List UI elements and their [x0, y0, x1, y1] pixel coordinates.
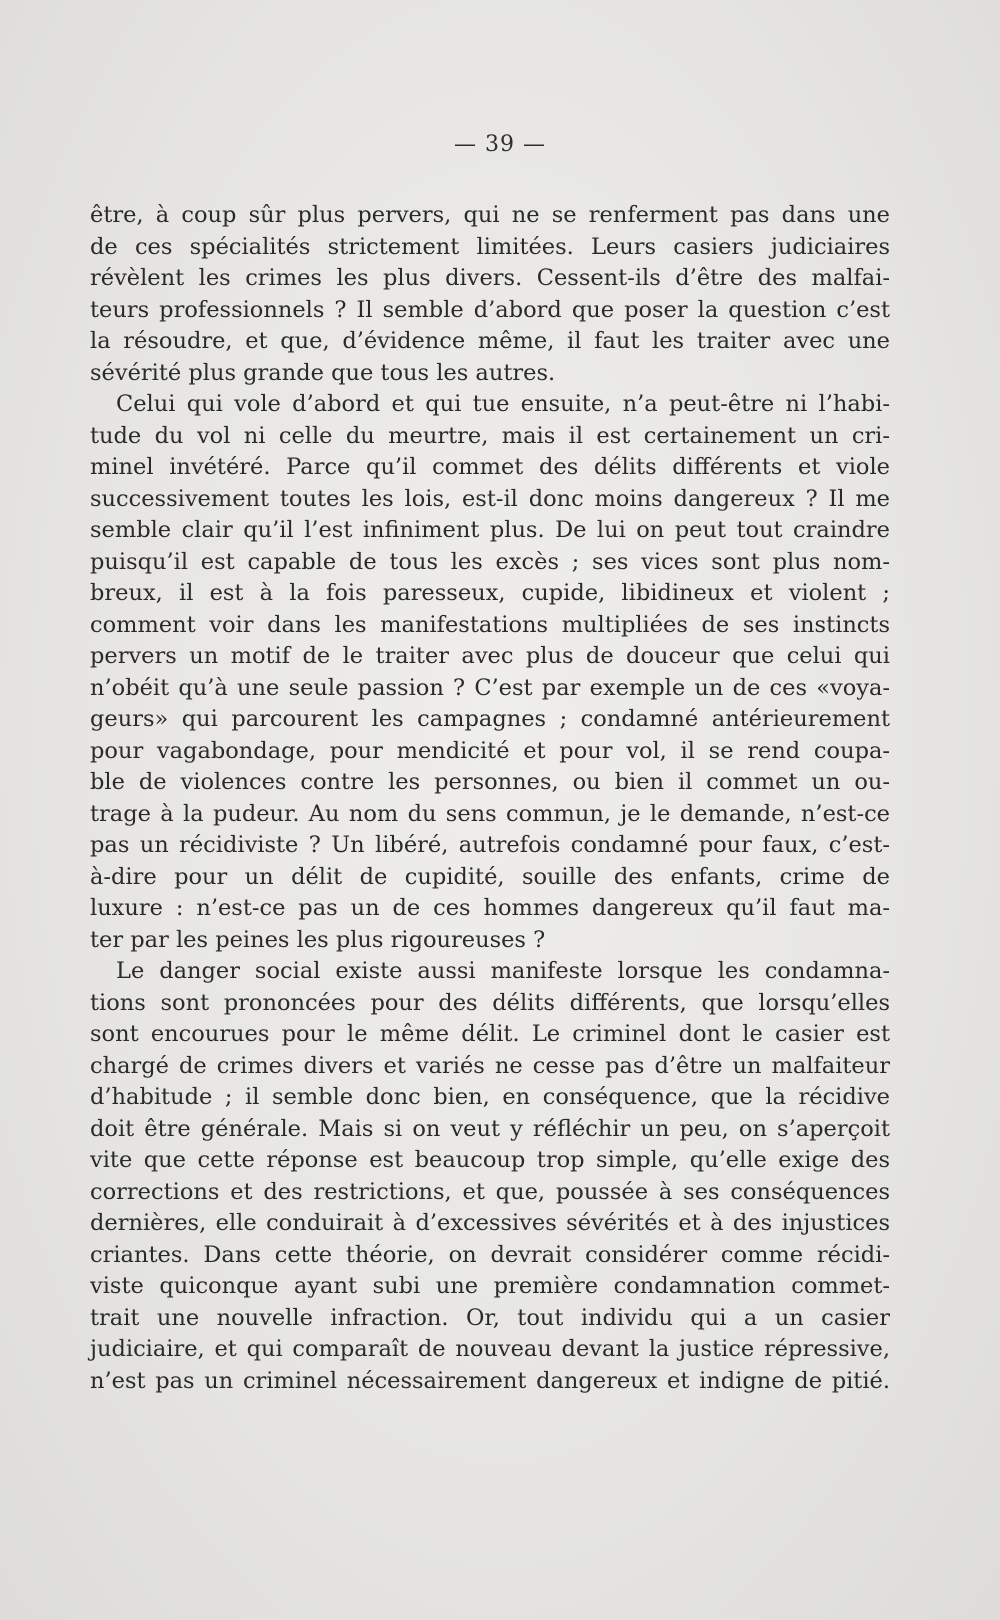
body-text: [90, 200, 890, 1397]
text-line: trait une nouvelle infraction. Or, tout individu qui a un casier: [90, 1304, 890, 1331]
text-line: chargé de crimes divers et variés ne cesse pas d’être un malfaiteur: [90, 1052, 890, 1079]
text-line: comment voir dans les manifestations multipliées de ses instincts: [90, 611, 890, 638]
text-line: viste quiconque ayant subi une première condamnation commet-: [90, 1273, 890, 1299]
text-line: corrections et des restrictions, et que, poussée à ses conséquences: [90, 1178, 890, 1205]
text-line: n’obéit qu’à une seule passion ? C’est par exemple un de ces «voya-: [90, 674, 890, 701]
text-line: pervers un motif de le traiter avec plus de douceur que celui qui: [90, 643, 890, 669]
text-line: trage à la pudeur. Au nom du sens commun, je le demande, n’est-ce: [90, 800, 890, 827]
text-line: minel invétéré. Parce qu’il commet des délits différents et viole: [90, 454, 890, 480]
text-line: geurs» qui parcourent les campagnes ; condamné antérieurement: [90, 706, 890, 732]
text-line: judiciaire, et qui comparaît de nouveau devant la justice répressive,: [90, 1336, 890, 1362]
text-line: Le danger social existe aussi manifeste lorsque les condamna-: [116, 958, 890, 984]
text-line: ble de violences contre les personnes, ou bien il commet un ou-: [90, 769, 890, 795]
text-line: la résoudre, et que, d’évidence même, il faut les traiter avec une: [90, 328, 890, 354]
text-line: être, à coup sûr plus pervers, qui ne se renferment pas dans une: [90, 202, 890, 228]
text-line: tions sont prononcées pour des délits différents, que lorsqu’elles: [90, 989, 890, 1016]
text-line: à-dire pour un délit de cupidité, souille des enfants, crime de: [90, 863, 890, 890]
text-line: ter par les peines les plus rigoureuses ?: [90, 926, 546, 953]
text-line: d’habitude ; il semble donc bien, en conséquence, que la récidive: [90, 1084, 890, 1110]
text-line: dernières, elle conduirait à d’excessives sévérités et à des injustices: [90, 1210, 890, 1236]
text-line: tude du vol ni celle du meurtre, mais il est certainement un cri-: [90, 422, 890, 449]
page-number: — 39 —: [454, 132, 546, 157]
text-line: sévérité plus grande que tous les autres.: [90, 359, 556, 386]
text-line: breux, il est à la fois paresseux, cupide, libidineux et violent ;: [90, 580, 890, 606]
text-line: sont encourues pour le même délit. Le criminel dont le casier est: [90, 1021, 890, 1047]
text-line: successivement toutes les lois, est-il donc moins dangereux ? Il me: [90, 485, 890, 512]
text-line: semble clair qu’il l’est infiniment plus. De lui on peut tout craindre: [90, 517, 890, 543]
text-line: puisqu’il est capable de tous les excès ; ses vices sont plus nom-: [90, 548, 890, 575]
text-line: pas un récidiviste ? Un libéré, autrefois condamné pour faux, c’est-: [90, 832, 890, 858]
text-line: luxure : n’est-ce pas un de ces hommes dangereux qu’il faut ma-: [90, 895, 890, 921]
text-line: criantes. Dans cette théorie, on devrait considérer comme récidi-: [90, 1241, 890, 1268]
text-line: teurs professionnels ? Il semble d’abord que poser la question c’est: [90, 296, 890, 323]
text-line: pour vagabondage, pour mendicité et pour vol, il se rend coupa-: [90, 737, 890, 764]
text-line: révèlent les crimes les plus divers. Cessent-ils d’être des malfai-: [90, 265, 890, 291]
text-line: doit être générale. Mais si on veut y réfléchir un peu, on s’aperçoit: [90, 1115, 890, 1142]
text-line: de ces spécialités strictement limitées. Leurs casiers judiciaires: [90, 233, 890, 260]
text-line: n’est pas un criminel nécessairement dangereux et indigne de pitié.: [90, 1367, 890, 1394]
text-line: Celui qui vole d’abord et qui tue ensuite, n’a peut-être ni l’habi-: [116, 391, 890, 417]
text-line: vite que cette réponse est beaucoup trop simple, qu’elle exige des: [90, 1147, 890, 1173]
